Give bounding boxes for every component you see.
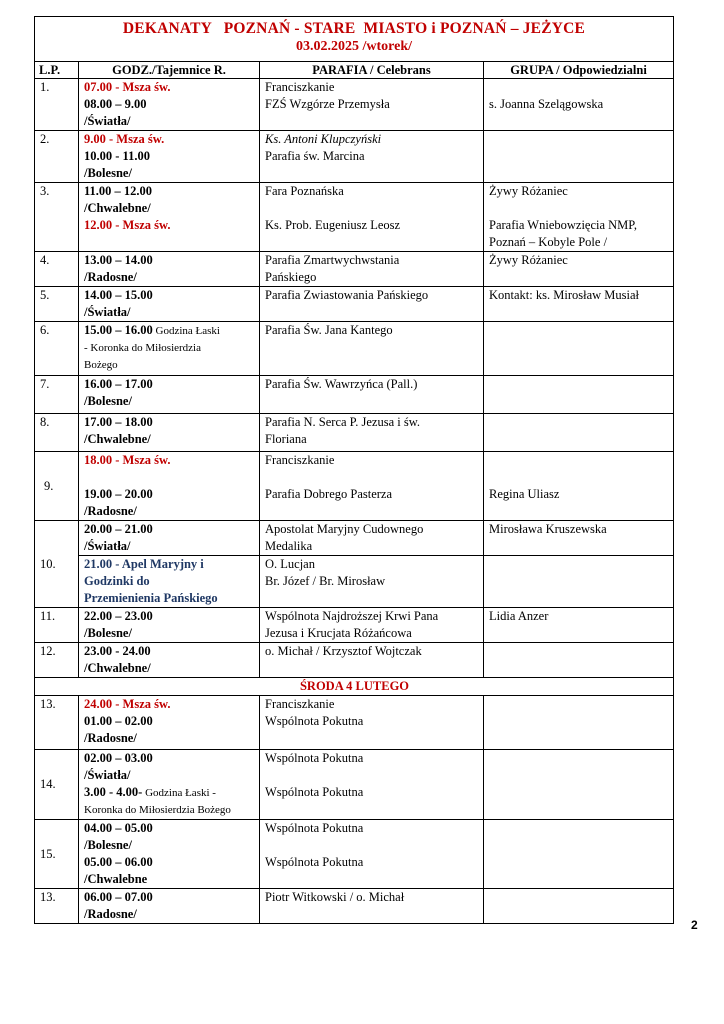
schedule-table [34, 16, 674, 924]
parish-line: Wspólnota Pokutna [265, 714, 364, 728]
parish-cell [260, 889, 484, 924]
group-cell [484, 556, 674, 608]
time-range: 13.00 – 14.00 [84, 253, 153, 267]
chaplet-label: - Koronka do Miłosierdzia [84, 342, 201, 354]
parish-line: Parafia N. Serca P. Jezusa i św. [265, 415, 421, 429]
table-row [35, 643, 674, 678]
time-range: 15.00 – 16.00 [84, 323, 153, 337]
table-row [35, 750, 674, 820]
time-cell [79, 889, 260, 924]
parish-cell [260, 183, 484, 252]
time-range: 10.00 - 11.00 [84, 149, 150, 163]
parish-line: Medalika [265, 539, 313, 553]
parish-line: Wspólnota Pokutna [265, 821, 364, 835]
table-row [35, 521, 674, 556]
page-number: 2 [691, 918, 698, 932]
group-line: Regina Uliasz [489, 487, 560, 501]
mysteries: /Światła/ [84, 539, 131, 553]
time-cell [79, 556, 260, 608]
parish-cell [260, 521, 484, 556]
table-row [35, 79, 674, 131]
table-row [35, 287, 674, 322]
parish-cell [260, 643, 484, 678]
time-cell [79, 750, 260, 820]
time-range: 11.00 – 12.00 [84, 184, 153, 198]
row-number: 13. [35, 696, 79, 750]
table-row [35, 556, 674, 608]
parish-line: Wspólnota Pokutna [265, 785, 364, 799]
group-cell [484, 252, 674, 287]
table-row [35, 696, 674, 750]
table-row [35, 889, 674, 924]
time-range: 19.00 – 20.00 [84, 487, 153, 501]
group-cell [484, 452, 674, 521]
time-range: 04.00 – 05.00 [84, 821, 153, 835]
chaplet-label: Godzina Łaski - [142, 787, 216, 799]
parish-line: Parafia Zmartwychwstania [265, 253, 400, 267]
table-row [35, 452, 674, 521]
mysteries: /Chwalebne/ [84, 661, 151, 675]
header-cell [35, 17, 674, 62]
time-range: 3.00 - 4.00- [84, 785, 143, 799]
section-row [35, 678, 674, 696]
parish-line: Piotr Witkowski / o. Michał [265, 890, 405, 904]
time-cell [79, 131, 260, 183]
parish-line: Apostolat Maryjny Cudownego [265, 522, 424, 536]
time-cell [79, 452, 260, 521]
time-cell [79, 414, 260, 452]
table-row [35, 252, 674, 287]
time-range: 08.00 – 9.00 [84, 97, 147, 111]
group-line: Lidia Anzer [489, 609, 549, 623]
mysteries: /Radosne/ [84, 504, 137, 518]
mysteries: /Bolesne/ [84, 166, 132, 180]
col-group: GRUPA / Odpowiedzialni [484, 62, 674, 79]
time-cell [79, 696, 260, 750]
mass-time: 18.00 - Msza św. [84, 453, 171, 467]
parish-line: Wspólnota Najdroższej Krwi Pana [265, 609, 439, 623]
parish-line: o. Michał / Krzysztof Wojtczak [265, 644, 422, 658]
time-range: 17.00 – 18.00 [84, 415, 153, 429]
parish-cell [260, 452, 484, 521]
row-number: 13. [35, 889, 79, 924]
celebrant: O. Lucjan [265, 557, 315, 571]
mysteries: /Chwalebne [84, 872, 148, 886]
time-cell [79, 608, 260, 643]
row-number: 14. [35, 750, 79, 820]
chaplet-label: Koronka do Miłosierdzia Bożego [84, 804, 231, 816]
table-row [35, 131, 674, 183]
time-range: 02.00 – 03.00 [84, 751, 153, 765]
row-number: 9. [35, 452, 79, 521]
parish-cell [260, 376, 484, 414]
time-cell [79, 79, 260, 131]
celebrant: Ks. Prob. Eugeniusz Leosz [265, 218, 401, 232]
row-number: 7. [35, 376, 79, 414]
mysteries: /Radosne/ [84, 270, 137, 284]
parish-cell [260, 287, 484, 322]
group-cell [484, 287, 674, 322]
group-cell [484, 131, 674, 183]
group-cell [484, 750, 674, 820]
row-number: 6. [35, 322, 79, 376]
col-parish: PARAFIA / Celebrans [260, 62, 484, 79]
parish-line: Wspólnota Pokutna [265, 751, 364, 765]
group-line: Parafia Wniebowzięcia NMP, [489, 218, 637, 232]
time-range: 01.00 – 02.00 [84, 714, 153, 728]
parish-line: Parafia Dobrego Pasterza [265, 487, 393, 501]
parish-cell [260, 556, 484, 608]
section-heading: ŚRODA 4 LUTEGO [35, 678, 674, 696]
parish-line: Franciszkanie [265, 80, 335, 94]
group-line: Żywy Różaniec [489, 253, 568, 267]
mass-time: 12.00 - Msza św. [84, 218, 171, 232]
column-headers [35, 62, 674, 79]
parish-line: Pańskiego [265, 270, 317, 284]
row-number: 5. [35, 287, 79, 322]
table-row [35, 414, 674, 452]
group-line: Kontakt: ks. Mirosław Musiał [489, 288, 639, 302]
time-cell [79, 376, 260, 414]
table-row [35, 820, 674, 889]
parish-line: FZŚ Wzgórze Przemysła [265, 97, 390, 111]
row-number: 1. [35, 79, 79, 131]
parish-cell [260, 608, 484, 643]
mysteries: /Chwalebne/ [84, 201, 151, 215]
mysteries: /Światła/ [84, 305, 131, 319]
time-range: 22.00 – 23.00 [84, 609, 153, 623]
parish-cell [260, 750, 484, 820]
mass-time: 9.00 - Msza św. [84, 132, 165, 146]
col-lp: L.P. [35, 62, 79, 79]
time-cell [79, 820, 260, 889]
group-line: Mirosława Kruszewska [489, 522, 607, 536]
mysteries: /Bolesne/ [84, 626, 132, 640]
mysteries: /Światła/ [84, 768, 131, 782]
time-range: 05.00 – 06.00 [84, 855, 153, 869]
mass-time: 07.00 - Msza św. [84, 80, 171, 94]
parish-cell [260, 820, 484, 889]
celebrant: Ks. Antoni Klupczyński [265, 132, 382, 146]
parish-cell [260, 131, 484, 183]
table-row [35, 183, 674, 252]
time-cell [79, 322, 260, 376]
group-cell [484, 643, 674, 678]
row-number: 15. [35, 820, 79, 889]
time-range: 16.00 – 17.00 [84, 377, 153, 391]
group-line: Poznań – Kobyle Pole / [489, 235, 608, 249]
time-cell [79, 183, 260, 252]
time-range: 20.00 – 21.00 [84, 522, 153, 536]
time-cell [79, 643, 260, 678]
group-cell [484, 322, 674, 376]
parish-line: Franciszkanie [265, 697, 335, 711]
apel-label: Przemienienia Pańskiego [84, 591, 218, 605]
group-cell [484, 820, 674, 889]
mysteries: /Światła/ [84, 114, 131, 128]
parish-line: Franciszkanie [265, 453, 335, 467]
group-cell [484, 79, 674, 131]
parish-line: Parafia Św. Jana Kantego [265, 323, 393, 337]
table-row [35, 376, 674, 414]
parish-cell [260, 252, 484, 287]
parish-line: Floriana [265, 432, 307, 446]
time-range: 14.00 – 15.00 [84, 288, 153, 302]
group-cell [484, 414, 674, 452]
chaplet-label: Bożego [84, 359, 118, 371]
row-number: 10. [35, 521, 79, 608]
group-cell [484, 521, 674, 556]
group-line: s. Joanna Szelągowska [489, 97, 604, 111]
apel-label: 21.00 - Apel Maryjny i [84, 557, 204, 571]
row-number: 4. [35, 252, 79, 287]
parish-cell [260, 414, 484, 452]
parish-cell [260, 322, 484, 376]
page-title: DEKANATY POZNAŃ - STARE MIASTO i POZNAŃ – JEŻYCE [122, 20, 586, 37]
group-cell [484, 696, 674, 750]
group-cell [484, 889, 674, 924]
time-cell [79, 252, 260, 287]
row-number: 2. [35, 131, 79, 183]
time-range: 06.00 – 07.00 [84, 890, 153, 904]
mysteries: /Bolesne/ [84, 394, 132, 408]
mass-time: 24.00 - Msza św. [84, 697, 171, 711]
parish-line: Jezusa i Krucjata Różańcowa [265, 626, 412, 640]
parish-line: Parafia św. Marcina [265, 149, 365, 163]
group-cell [484, 608, 674, 643]
time-cell [79, 287, 260, 322]
group-cell [484, 183, 674, 252]
parish-cell [260, 79, 484, 131]
parish-line: Wspólnota Pokutna [265, 855, 364, 869]
table-row [35, 322, 674, 376]
celebrant: Br. Józef / Br. Mirosław [265, 574, 386, 588]
group-line: Żywy Różaniec [489, 184, 568, 198]
group-cell [484, 376, 674, 414]
mysteries: /Chwalebne/ [84, 432, 151, 446]
row-number: 8. [35, 414, 79, 452]
mysteries: /Bolesne/ [84, 838, 132, 852]
row-number: 3. [35, 183, 79, 252]
parish-line: Fara Poznańska [265, 184, 344, 198]
apel-label: Godzinki do [84, 574, 150, 588]
chaplet-label: Godzina Łaski [152, 325, 220, 337]
parish-line: Parafia Św. Wawrzyńca (Pall.) [265, 377, 418, 391]
page-date: 03.02.2025 /wtorek/ [295, 39, 412, 54]
time-range: 23.00 - 24.00 [84, 644, 151, 658]
row-number: 12. [35, 643, 79, 678]
mysteries: /Radosne/ [84, 731, 137, 745]
mysteries: /Radosne/ [84, 907, 137, 921]
col-time: GODZ./Tajemnice R. [79, 62, 260, 79]
table-row [35, 608, 674, 643]
time-cell [79, 521, 260, 556]
row-number: 11. [35, 608, 79, 643]
parish-cell [260, 696, 484, 750]
parish-line: Parafia Zwiastowania Pańskiego [265, 288, 429, 302]
